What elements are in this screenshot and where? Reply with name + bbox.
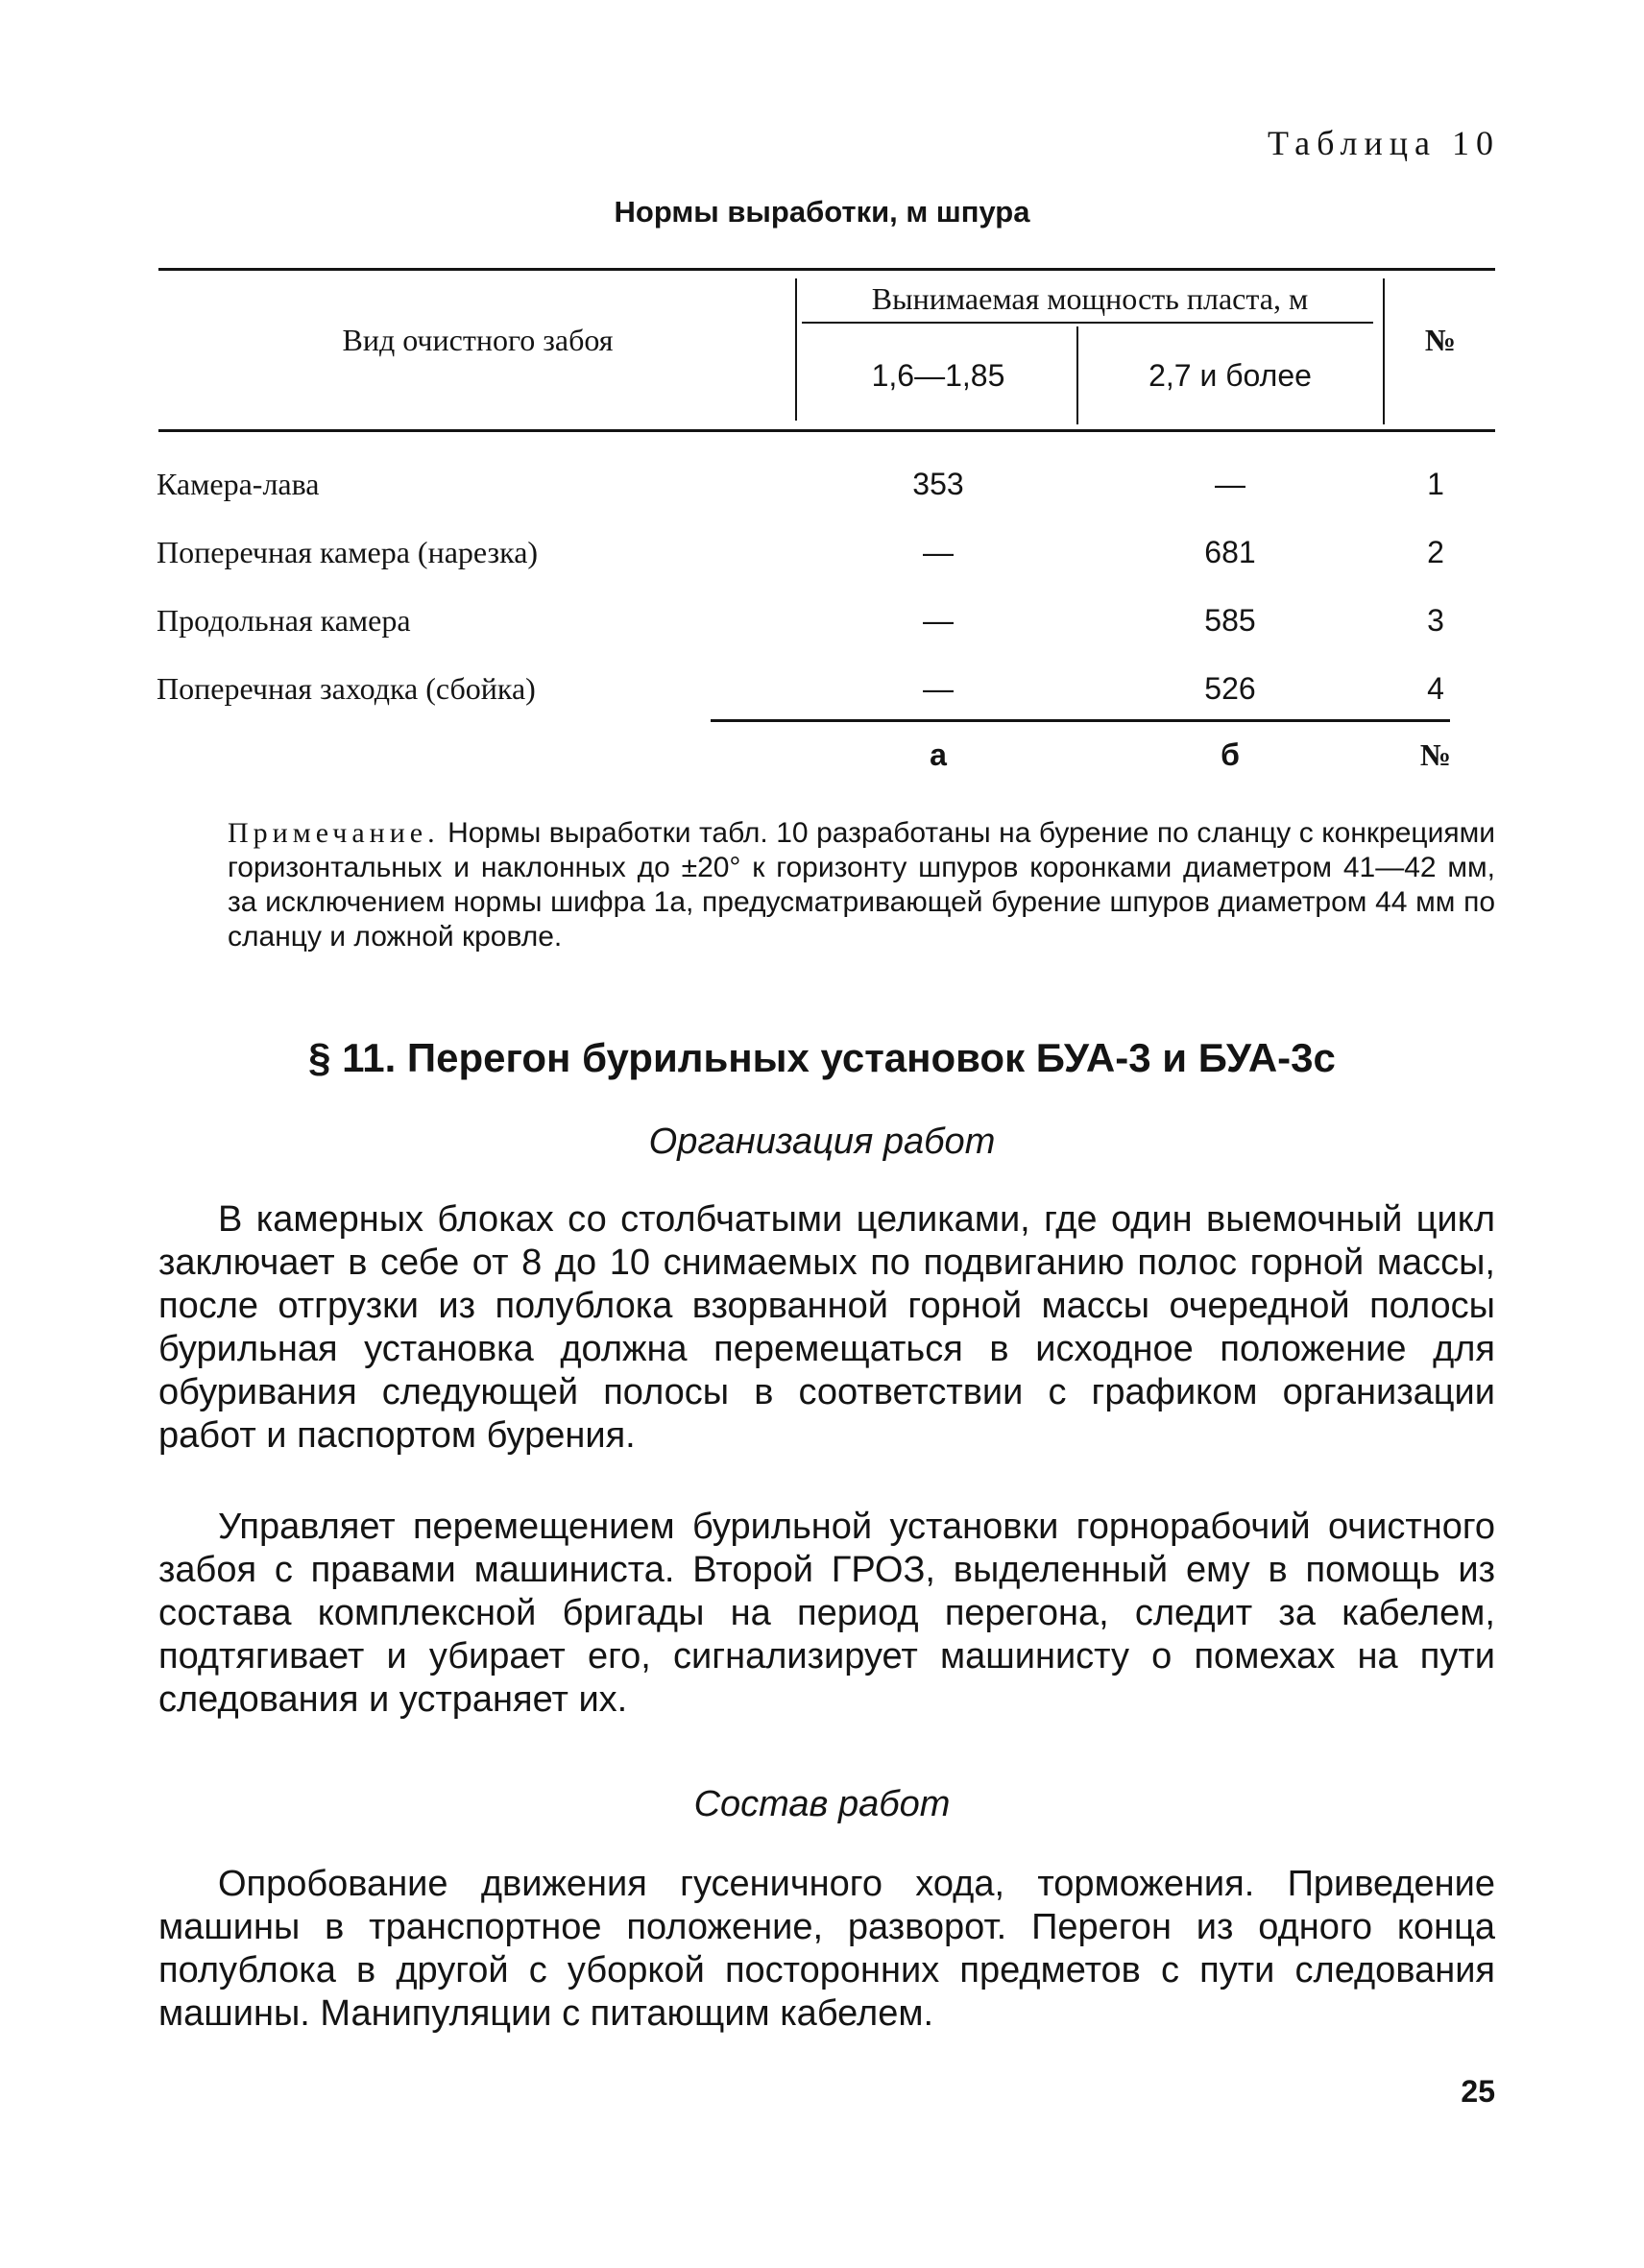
header-divider-right bbox=[1383, 278, 1385, 424]
row-value-a: — bbox=[923, 671, 954, 706]
row-value-a: — bbox=[923, 535, 954, 569]
group-underline bbox=[802, 322, 1373, 324]
row-value-b: 526 bbox=[1204, 671, 1256, 706]
table-caption: Нормы выработки, м шпура bbox=[614, 195, 1030, 229]
row-kind: Камера-лава bbox=[157, 467, 320, 501]
note-lead: Примечание. bbox=[228, 817, 440, 849]
subhead-work-composition: Состав работ bbox=[693, 1784, 951, 1824]
table-top-rule bbox=[158, 268, 1495, 271]
header-col-no: № bbox=[1424, 323, 1457, 357]
table-label: Таблица 10 bbox=[1268, 124, 1500, 162]
table-footer-rule bbox=[711, 719, 1450, 722]
row-value-b: 681 bbox=[1204, 535, 1256, 569]
paragraph-2: Управляет перемещением бурильной установки горнорабочий очистного забоя с правами машиниста. Второй ГРОЗ, выделенный ему в помощь из состава комплексной бригады на период перегона, следит за кабелем, подтягивает и убирает его, сигнализирует машинисту о помехах на пути следования и устраняет их. bbox=[158, 1507, 1495, 1720]
table-note bbox=[228, 816, 1495, 954]
header-col-b: 2,7 и более bbox=[1148, 358, 1312, 393]
note-text: Нормы выработки табл. 10 разработаны на бурение по сланцу с конкрециями горизонтальных и наклонных до ±20° к горизонту шпуров коронками диаметром 41—42 мм, за исключением нормы шифра 1а, предусматривающей бурение шпуров диаметром 44 мм по сланцу и ложной кровле. bbox=[228, 817, 1495, 953]
row-value-b: 585 bbox=[1204, 603, 1256, 638]
section-title: § 11. Перегон бурильных установок БУА-3 и БУА-3с bbox=[308, 1035, 1336, 1080]
row-value-a: — bbox=[923, 603, 954, 638]
page-number: 25 bbox=[1461, 2074, 1495, 2109]
row-value-b: — bbox=[1215, 467, 1245, 501]
subhead-organization: Организация работ bbox=[648, 1122, 996, 1162]
header-group: Вынимаемая мощность пласта, м bbox=[871, 281, 1309, 316]
header-divider-left bbox=[795, 278, 797, 421]
header-col-a: 1,6—1,85 bbox=[871, 358, 1005, 393]
paragraph-3: Опробование движения гусеничного хода, торможения. Приведение машины в транспортное положение, разворот. Перегон из одного конца полублока в другой с уборкой посторонних предметов с пути следования машины. Манипуляции с питающим кабелем. bbox=[158, 1864, 1495, 2034]
row-value-a: 353 bbox=[912, 467, 964, 501]
paragraph-1: В камерных блоках со столбчатыми целиками, где один выемочный цикл заключает в себе от 8 до 10 снимаемых по подвиганию полос горной массы, после отгрузки из полублока взорванной горной массы очередной полосы бурильная установка должна перемещаться в исходное положение для обуривания следующей полосы в соответствии с графиком организации работ и паспортом бурения. bbox=[158, 1199, 1495, 1456]
footer-code-a: а bbox=[930, 737, 947, 772]
row-kind: Поперечная камера (нарезка) bbox=[157, 535, 539, 569]
footer-code-b: б bbox=[1221, 737, 1240, 772]
row-no: 1 bbox=[1427, 467, 1444, 501]
row-kind: Поперечная заходка (сбойка) bbox=[157, 671, 536, 706]
header-divider-mid bbox=[1076, 326, 1078, 424]
row-no: 3 bbox=[1427, 603, 1444, 638]
table-header-rule bbox=[158, 429, 1495, 432]
footer-code-no: № bbox=[1419, 737, 1452, 772]
header-kind: Вид очистного забоя bbox=[342, 323, 614, 357]
row-no: 4 bbox=[1427, 671, 1444, 706]
row-kind: Продольная камера bbox=[157, 603, 411, 638]
row-no: 2 bbox=[1427, 535, 1444, 569]
